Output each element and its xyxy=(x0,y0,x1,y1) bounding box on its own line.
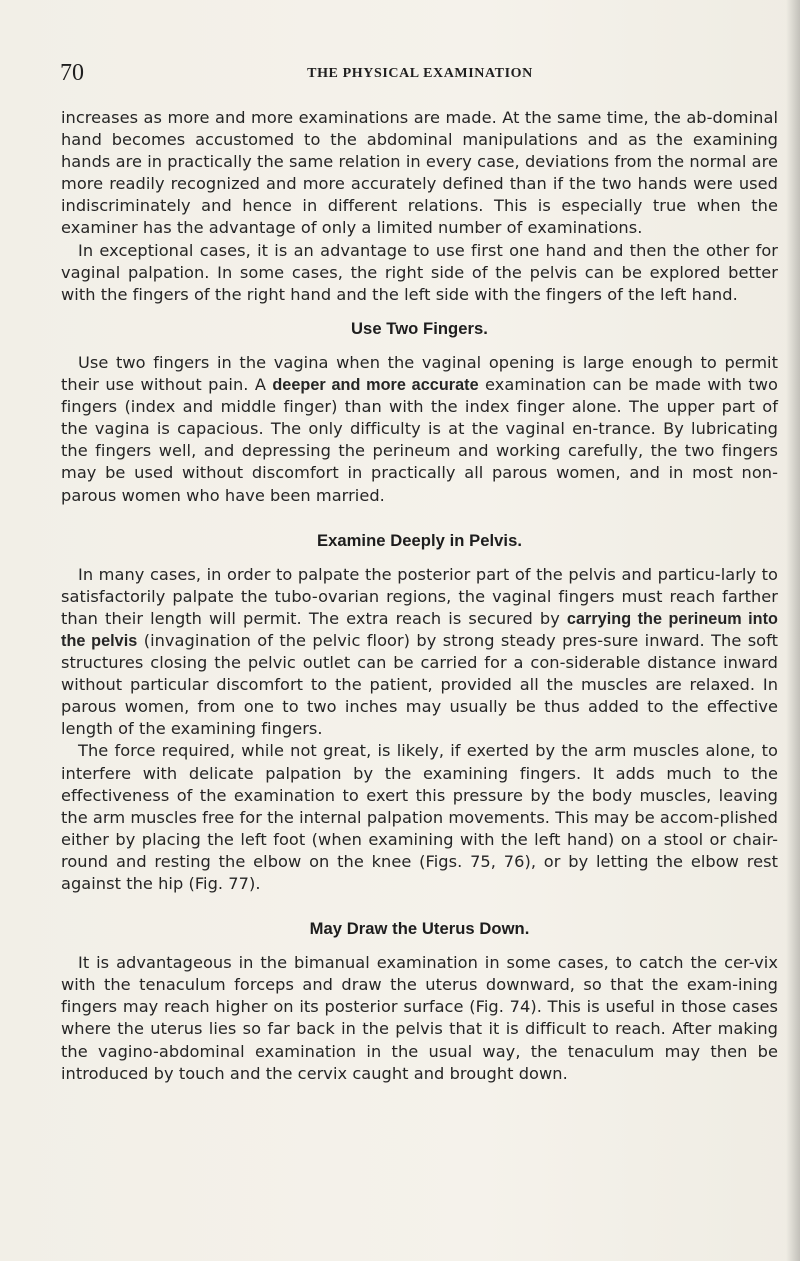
paragraph-text: (invagination of the pelvic floor) by strong steady pres-sure inward. The soft structures closing the pelvic outlet can be carried for a con-siderable distance inward without particular discomfort to the patient, provided all the muscles are relaxed. In parous women, from one to two inches may usually be thus added to the effective length of the examining fingers. xyxy=(61,630,778,739)
paragraph xyxy=(61,352,778,507)
page-edge-shadow xyxy=(786,0,800,1261)
page-number: 70 xyxy=(60,60,84,86)
page-body xyxy=(61,107,778,1085)
paragraph: increases as more and more examinations are made. At the same time, the ab-dominal hand becomes accustomed to the abdominal manipulations and as the examining hands are in practically the same relation in every case, deviations from the normal are more readily recognized and more accurately defined than if the two hands were used indiscriminately and hence in different relations. This is especially true when the examiner has the advantage of only a limited number of examinations. xyxy=(61,108,778,238)
paragraph xyxy=(61,564,778,741)
paragraph-text: examination can be made with two fingers (index and middle finger) than with the index finger alone. The upper part of the vagina is capacious. The only difficulty is at the vaginal en-trance. By lubricating the fingers well, and depressing the perineum and working carefully, the two fingers may be used without discomfort in practically all parous women, and in most non-parous women who have been married. xyxy=(61,375,778,505)
section-heading: May Draw the Uterus Down. xyxy=(309,919,530,939)
paragraph-text: Use two fingers in the vagina when the vaginal opening is large enough to permit their use without pain. A xyxy=(61,352,778,395)
paragraph: It is advantageous in the bimanual examination in some cases, to catch the cer-vix with the tenaculum forceps and draw the uterus downward, so that the exam-ining fingers may reach higher on its posterior surface (Fig. 74). This is useful in those cases where the uterus lies so far back in the pelvis that it is difficult to reach. After making the vagino-abdominal examination in the usual way, the tenaculum may then be introduced by touch and the cervix caught and brought down. xyxy=(61,953,778,1083)
emphasis-text: deeper and more accurate xyxy=(272,376,479,395)
paragraph-text: In many cases, in order to palpate the posterior part of the pelvis and particu-larly to satisfactorily palpate the tubo-ovarian regions, the vaginal fingers must reach farther than their length will permit. The extra reach is secured by xyxy=(61,564,778,628)
paragraph: The force required, while not great, is likely, if exerted by the arm muscles alone, to interfere with delicate palpation by the examining fingers. It adds much to the effectiveness of the examination to exert this pressure by the body muscles, leaving the arm muscles free for the internal palpation movements. This may be accom-plished either by placing the left foot (when examining with the left hand) on a stool or chair-round and resting the elbow on the knee (Figs. 75, 76), or by letting the elbow rest against the hip (Fig. 77). xyxy=(61,741,778,893)
section-heading: Examine Deeply in Pelvis. xyxy=(316,530,523,550)
section-heading: Use Two Fingers. xyxy=(351,318,488,338)
page-header xyxy=(60,58,780,88)
emphasis-text: carrying the perineum into the pelvis xyxy=(61,609,778,650)
paragraph: In exceptional cases, it is an advantage to use first one hand and then the other for vaginal palpation. In some cases, the right side of the pelvis can be explored better with the fingers of the right hand and the left side with the fingers of the left hand. xyxy=(61,240,778,304)
running-head: THE PHYSICAL EXAMINATION xyxy=(307,66,533,81)
